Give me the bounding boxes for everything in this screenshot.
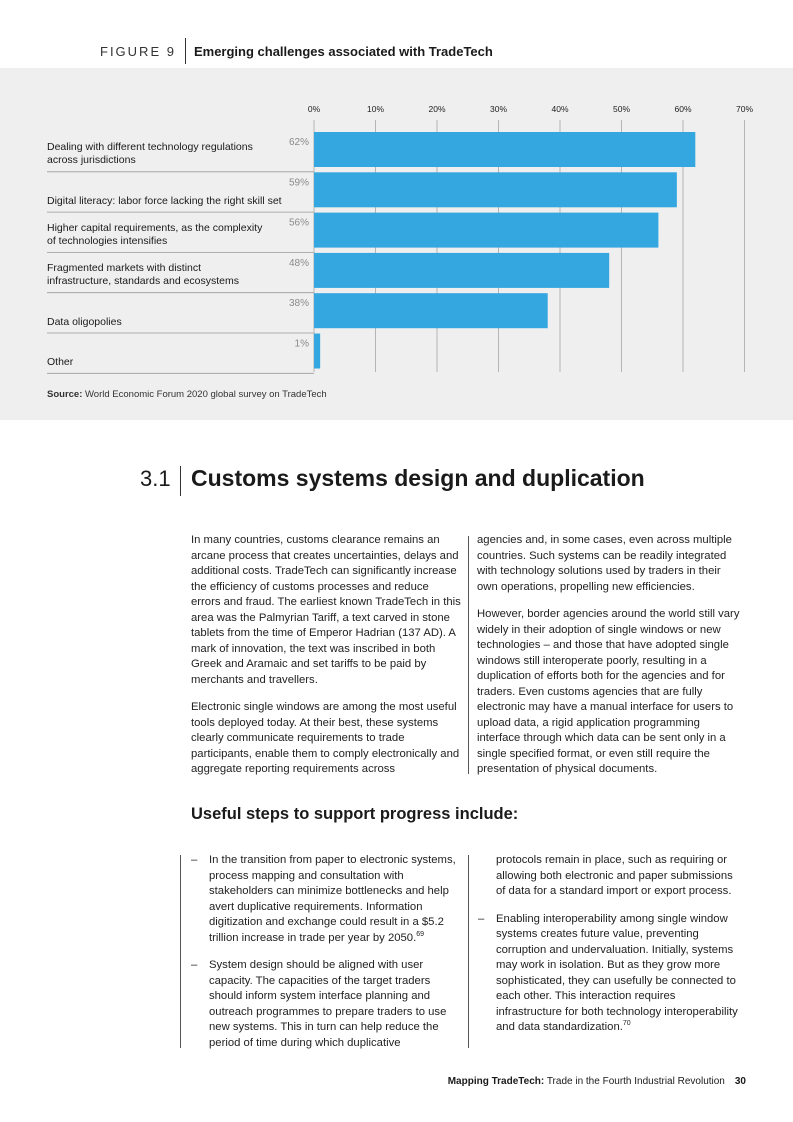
column-divider [468, 855, 469, 1048]
chart-source [47, 389, 327, 400]
footnote-ref: 69 [416, 930, 425, 938]
x-tick-label: 0% [307, 104, 321, 114]
category-label-line: Digital literacy: labor force lacking the right skill set [47, 194, 282, 207]
bar [314, 253, 609, 288]
step-item [191, 958, 461, 1051]
chart-panel [0, 68, 793, 420]
category-label [47, 262, 287, 288]
page-number: 30 [734, 1076, 746, 1087]
category-label-line: Other [47, 355, 74, 368]
page-footer [448, 1076, 746, 1087]
body-paragraph: However, border agencies around the world still vary widely in their adoption of single windows or new technologies – and those that have adopted single windows still interoperate poorly, resulting in a duplication of efforts both for the agencies and for traders. Even customs agencies that are fully electronic may have a manual interface for users to upload data, a rigid application programming interface through which data can be sent only in a single specified format, or even still require the presentation of physical documents. [477, 608, 740, 775]
step-text: protocols remain in place, such as requiring or allowing both electronic and paper submissions of data for a standard import or export process. [496, 854, 733, 897]
body-paragraph: Electronic single windows are among the most useful tools deployed today. At their best, these systems clearly communicate requirements to trade participants, enable them to comply electronically and aggregate reporting requirements across [191, 701, 460, 775]
section-number: 3.1 [140, 466, 171, 491]
x-tick-label: 30% [489, 104, 508, 114]
step-text: System design should be aligned with user capacity. The capacities of the target traders should inform system interface planning and outreach programmes to prepare traders to use new systems. This in turn can help reduce the period of time during which duplicative [209, 959, 447, 1049]
category-label-line: Data oligopolies [47, 315, 122, 328]
column-divider [468, 536, 469, 774]
bar-value-label: 38% [288, 298, 309, 310]
step-text: In the transition from paper to electronic systems, process mapping and consultation with stakeholders can minimize bottlenecks and help avert duplicative requirements. Information digitization and exchange could result in a $5.2 trillion increase in trade per year by 2050. [209, 854, 456, 944]
category-label-line: Higher capital requirements, as the complexity [47, 221, 263, 234]
x-tick-label: 60% [674, 104, 692, 114]
category-label-line: Dealing with different technology regulations [47, 141, 253, 154]
category-label [47, 141, 287, 167]
source-text: World Economic Forum 2020 global survey on TradeTech [85, 389, 327, 400]
steps-left-column [191, 853, 461, 1063]
x-tick-label: 50% [612, 104, 631, 114]
bar-value-label: 1% [294, 338, 309, 350]
bullet-dash: – [191, 959, 198, 971]
category-label [47, 356, 287, 369]
body-paragraph: In many countries, customs clearance remains an arcane process that creates uncertainties, delays and additional costs. TradeTech can significantly increase the efficiency of customs processes and reduce errors and fraud. The earliest known TradeTech in this area was the Palmyrian Tariff, a text carved in stone tablets from the time of Emperor Hadrian (137 AD). A mark of innovation, the text was inscribed in both Greek and Aramaic and set tariffs to be paid by merchants and travellers. [191, 534, 461, 686]
bar-value-label: 48% [288, 257, 309, 269]
step-item-continued [478, 853, 744, 900]
steps-title: Useful steps to support progress include: [191, 805, 519, 823]
figure-title: Emerging challenges associated with TradeTech [193, 43, 493, 59]
footer-subtitle: Trade in the Fourth Industrial Revolution [544, 1076, 725, 1087]
steps-left-rule [180, 855, 181, 1048]
bar [314, 132, 695, 167]
bullet-dash: – [478, 912, 485, 925]
category-label [47, 222, 287, 248]
body-left-column [191, 533, 461, 790]
bar [314, 293, 548, 328]
source-label: Source: [47, 389, 83, 400]
bar-value-label: 62% [288, 137, 309, 148]
bar [314, 334, 320, 369]
x-tick-label: 20% [428, 104, 446, 114]
figure-header [100, 38, 493, 64]
bullet-dash: – [191, 854, 198, 866]
steps-right-column [478, 853, 744, 1048]
bar [314, 213, 658, 248]
figure-number: FIGURE 9 [100, 43, 176, 59]
footer-publication: Mapping TradeTech: [447, 1076, 545, 1087]
section-title: Customs systems design and duplication [191, 465, 645, 491]
section-divider [180, 466, 181, 496]
category-label [47, 316, 287, 329]
step-item [191, 853, 461, 946]
body-right-column [477, 533, 743, 790]
bar-value-label: 56% [288, 217, 309, 229]
category-label [47, 195, 287, 208]
bar-value-label: 59% [288, 177, 309, 189]
step-text: Enabling interoperability among single window systems creates future value, preventing corruption and undervaluation. Initially, systems may work in isolation. But as they grow more sophisticated, they can usefully be connected to each other. This interaction requires infrastructure for both technology interoperability and data standardization. [496, 912, 738, 1033]
step-item [478, 912, 744, 1036]
category-label-line: Fragmented markets with distinct [47, 262, 202, 275]
body-paragraph: agencies and, in some cases, even across multiple countries. Such systems can be readily integrated with technology solutions used by traders in their own operations, propelling new efficiencies. [477, 534, 732, 593]
bar [314, 172, 677, 207]
x-tick-label: 10% [366, 104, 385, 114]
figure-divider [185, 38, 186, 64]
x-tick-label: 70% [735, 104, 754, 114]
footnote-ref: 70 [622, 1020, 631, 1028]
x-tick-label: 40% [551, 104, 569, 114]
category-label-line: infrastructure, standards and ecosystems [47, 275, 240, 288]
category-label-line: across jurisdictions [47, 154, 136, 167]
category-label-line: of technologies intensifies [47, 234, 168, 247]
